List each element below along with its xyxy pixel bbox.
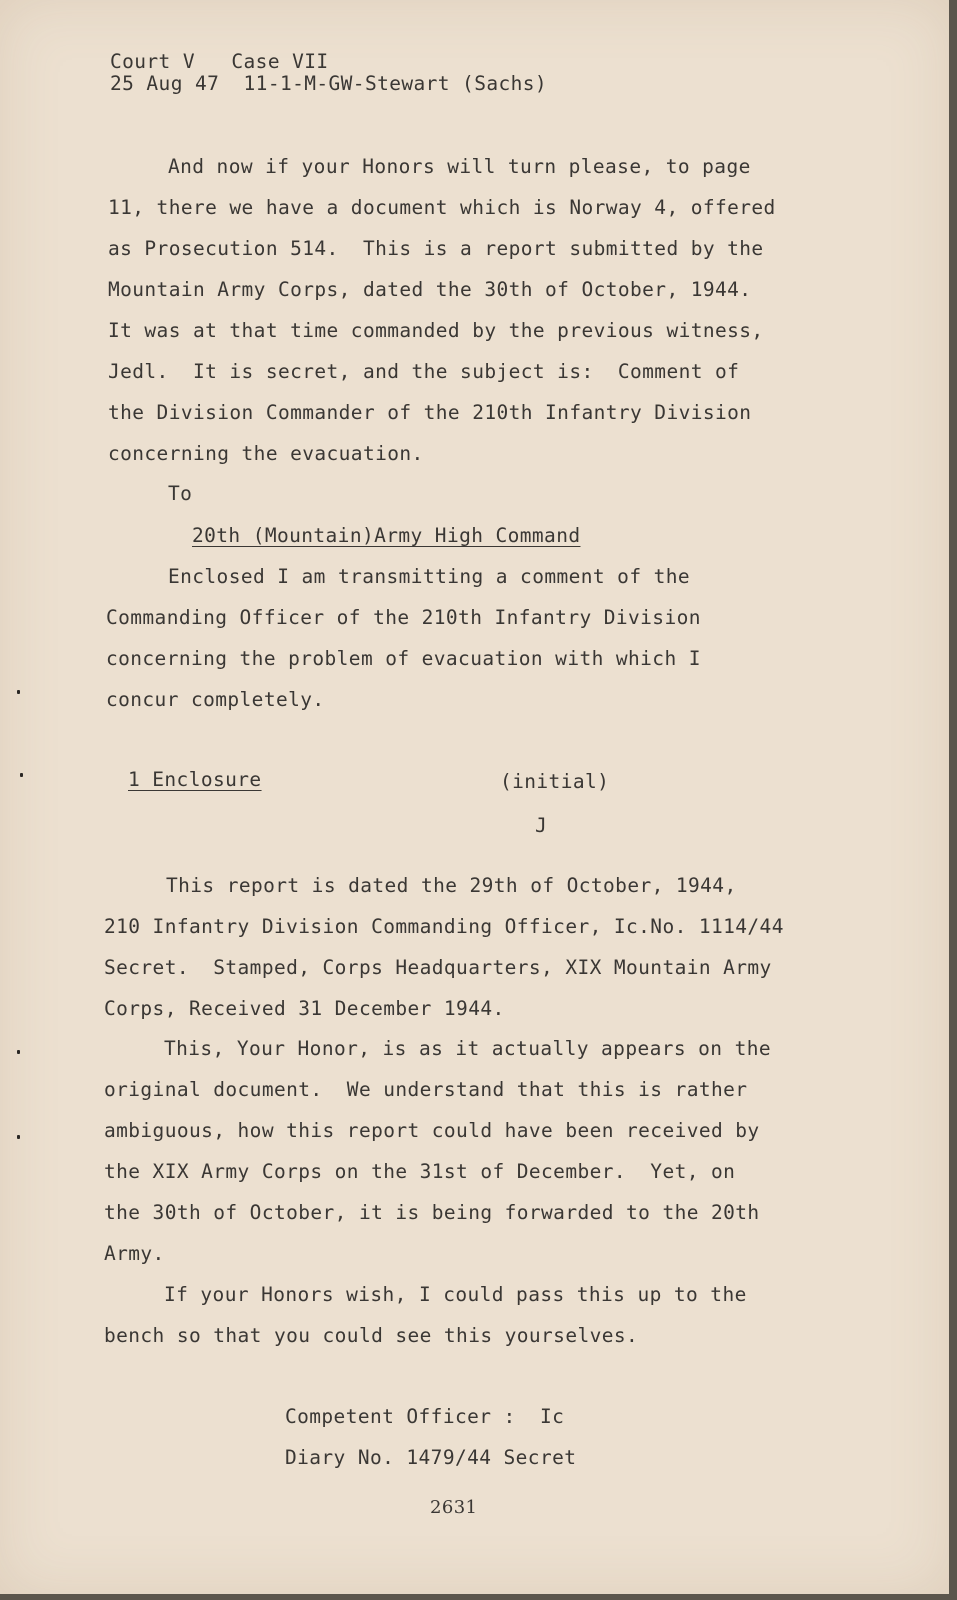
para2-line: Enclosed I am transmitting a comment of the [168,565,691,588]
para1-line: And now if your Honors will turn please, to page [168,155,751,178]
para4-line: the XIX Army Corps on the 31st of December. Yet, on [104,1160,736,1183]
para3-line: This report is dated the 29th of October, 1944, [166,874,737,897]
scan-mark [17,1135,20,1139]
para5-line: If your Honors wish, I could pass this up to the [164,1283,747,1306]
initial-letter: J [535,814,548,837]
para4-line: original document. We understand that this is rather [104,1078,748,1101]
para4-line: Army. [104,1242,165,1265]
para3-line: 210 Infantry Division Commanding Officer, Ic.No. 1114/44 [104,915,784,938]
para1-line: the Division Commander of the 210th Infantry Division [108,401,752,424]
para1-line: It was at that time commanded by the previous witness, [108,319,764,342]
scan-mark [17,1050,20,1054]
para1-line: concerning the evacuation. [108,442,424,465]
addressee: 20th (Mountain)Army High Command [192,524,581,547]
scan-mark [17,690,20,694]
diary-number: Diary No. 1479/44 Secret [285,1446,577,1469]
para1-line: 11, there we have a document which is Norway 4, offered [108,196,776,219]
initial-label: (initial) [500,770,610,793]
para3-line: Secret. Stamped, Corps Headquarters, XIX Mountain Army [104,956,772,979]
para2-line: concerning the problem of evacuation with which I [106,647,701,670]
page-number: 2631 [430,1497,478,1518]
para5-line: bench so that you could see this yourselves. [104,1324,639,1347]
competent-officer: Competent Officer : Ic [285,1405,565,1428]
para1-line: Jedl. It is secret, and the subject is: Comment of [108,360,740,383]
para4-line: This, Your Honor, is as it actually appears on the [164,1037,771,1060]
para1-line: Mountain Army Corps, dated the 30th of October, 1944. [108,278,752,301]
para4-line: ambiguous, how this report could have been received by [104,1119,760,1142]
scan-mark [20,773,23,777]
para1-line: as Prosecution 514. This is a report submitted by the [108,237,764,260]
enclosure-label: 1 Enclosure [128,768,262,791]
to-label: To [168,482,193,505]
para4-line: the 30th of October, it is being forwarded to the 20th [104,1201,760,1224]
header-date-reference: 25 Aug 47 11-1-M-GW-Stewart (Sachs) [110,72,548,95]
para2-line: concur completely. [106,688,325,711]
header-court-case: Court V Case VII [110,50,329,73]
para2-line: Commanding Officer of the 210th Infantry Division [106,606,701,629]
para3-line: Corps, Received 31 December 1944. [104,997,505,1020]
